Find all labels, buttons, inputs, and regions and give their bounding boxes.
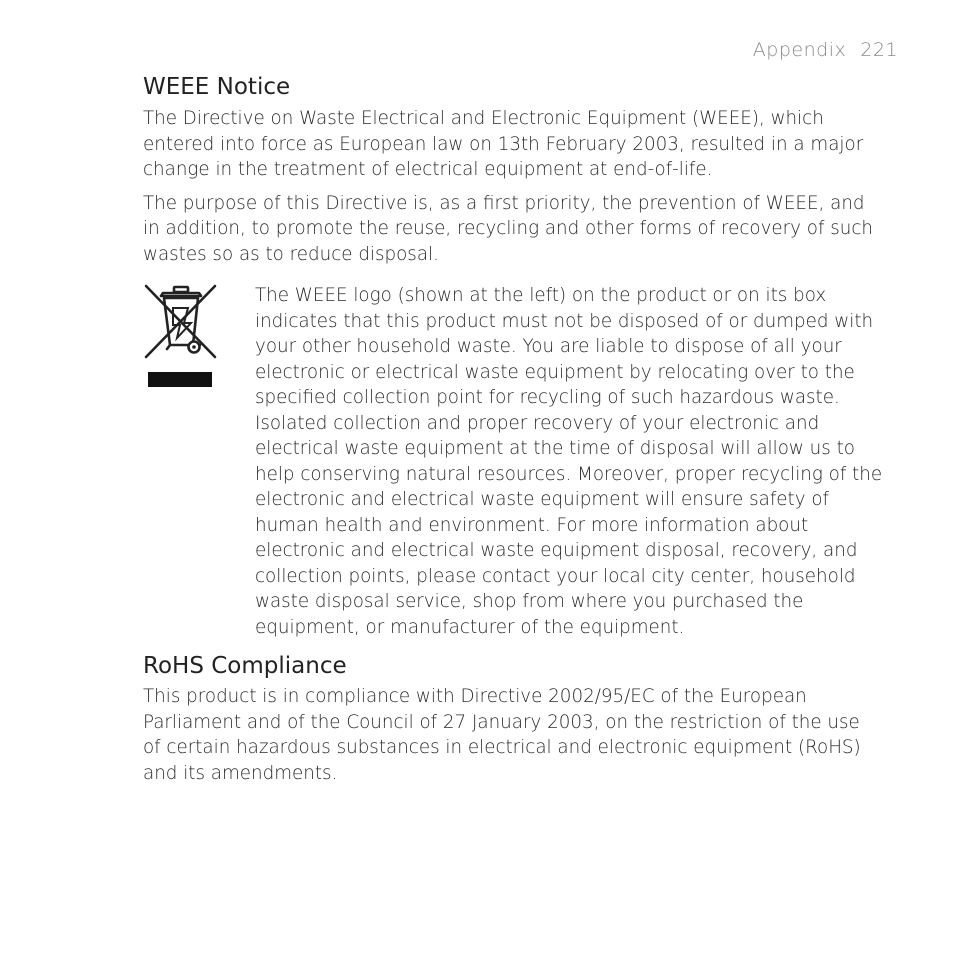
rohs-paragraph: This product is in compliance with Directive 2002/95/EC of the European Parliament and of the Council of 27 January 2003, on the restriction of the use of certain hazardous substances in electrical and electronic equipment (RoHS) and its amendments. xyxy=(143,686,861,784)
page-content xyxy=(143,71,883,786)
header-page-number: 221 xyxy=(860,39,898,61)
crossed-out-wheelie-bin-icon xyxy=(143,283,219,393)
weee-paragraph-1: The Directive on Waste Electrical and Electronic Equipment (WEEE), which entered into force as European law on 13th February 2003, resulted in a major change in the treatment of electrical equipment at end-of-life. xyxy=(143,108,864,180)
rohs-compliance-title: RoHS Compliance xyxy=(143,653,347,679)
weee-logo-paragraph: The WEEE logo (shown at the left) on the product or on its box indicates that this product must not be disposed of or dumped with your other household waste. You are liable to dispose of all your electronic or electrical waste equipment by relocating over to the specified collection point for recycling of such hazardous waste. Isolated collection and proper recovery of your electronic and electrical waste equipment at the time of disposal will allow us to help conserving natural resources. Moreover, proper recycling of the electronic and electrical waste equipment will ensure safety of human health and environment. For more information about electronic and electrical waste equipment disposal, recovery, and collection points, please contact your local city center, household waste disposal service, shop from where you purchased the equipment, or manufacturer of the equipment. xyxy=(255,285,883,638)
weee-paragraph-2: The purpose of this Directive is, as a first priority, the prevention of WEEE, and in addition, to promote the reuse, recycling and other forms of recovery of such wastes so as to reduce disposal. xyxy=(143,192,873,265)
page-header xyxy=(753,39,898,61)
header-section-label: Appendix xyxy=(752,39,847,61)
weee-notice-title: WEEE Notice xyxy=(143,74,291,100)
weee-logo-block xyxy=(143,283,883,640)
